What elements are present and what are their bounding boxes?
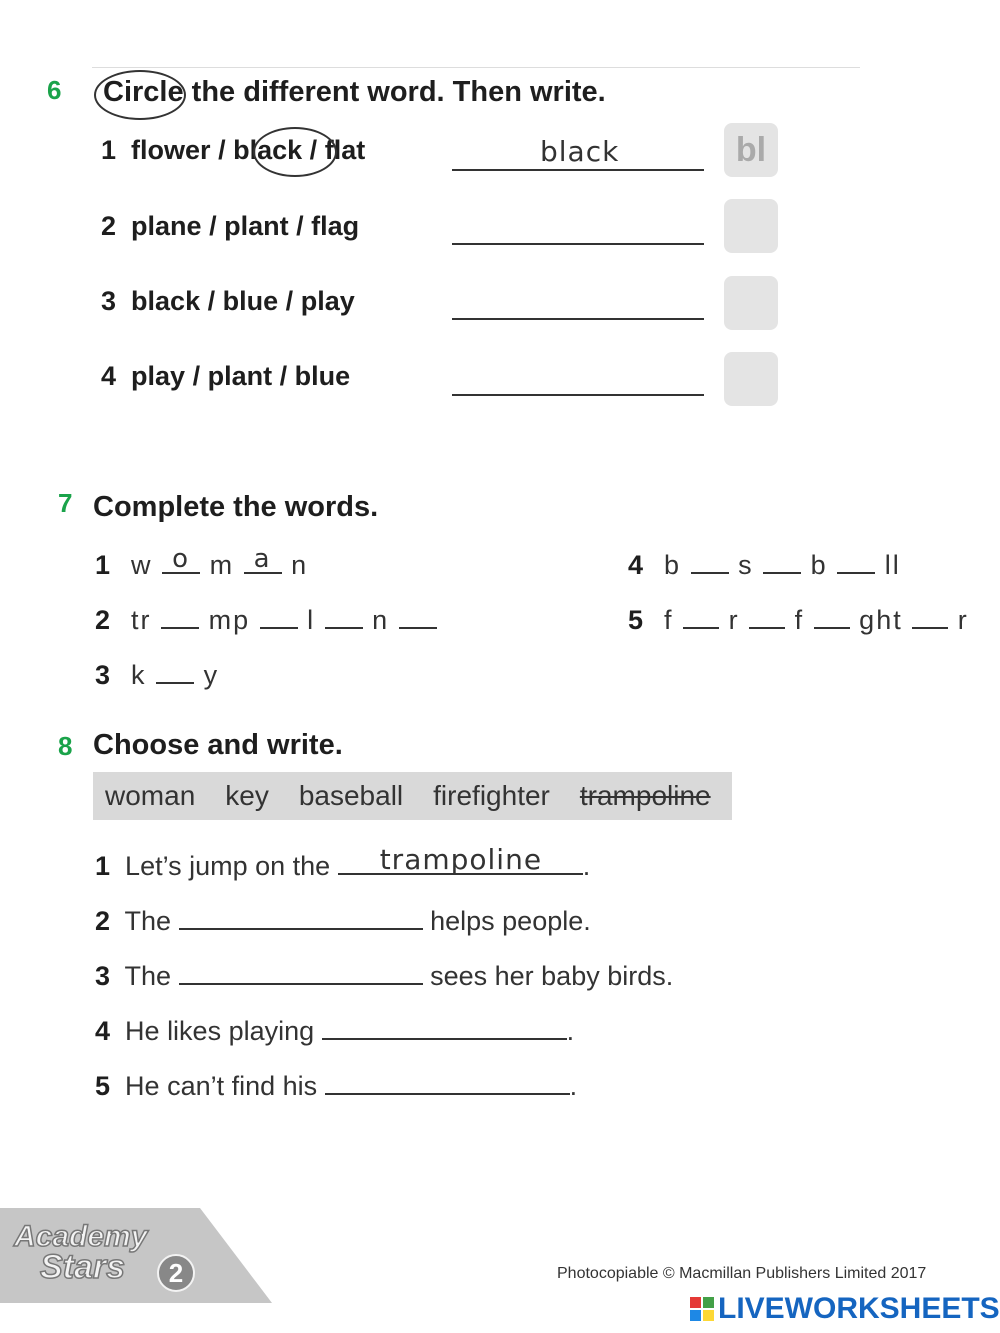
logo-level-badge: [157, 1254, 195, 1292]
word-option: flower: [131, 135, 211, 165]
sentence-start: He likes playing: [125, 1016, 315, 1046]
word-option: plant: [224, 211, 289, 241]
separator: /: [296, 211, 304, 241]
item-number: 4: [101, 361, 117, 391]
word-option: blue: [222, 286, 279, 316]
word-option: black: [233, 135, 303, 165]
answer-line-3[interactable]: [452, 318, 704, 320]
letter: f: [664, 605, 674, 635]
letter: m: [209, 550, 235, 580]
letter: f: [794, 605, 805, 635]
separator: /: [192, 361, 201, 391]
word-option: flat: [324, 135, 366, 165]
answer-blank[interactable]: [179, 904, 423, 930]
item-number: 2: [101, 211, 117, 241]
logo-line-2: Stars: [40, 1248, 126, 1286]
logo-line-1: Academy: [14, 1220, 148, 1253]
word-bank-item: woman: [105, 780, 196, 811]
sentence-end: .: [582, 851, 591, 881]
word-bank-item: firefighter: [433, 780, 550, 811]
word-bank: [93, 772, 732, 820]
sentence-end: .: [569, 1071, 578, 1101]
letter: k: [131, 660, 147, 690]
exercise-8-number: 8: [58, 731, 73, 761]
filled-letter: a: [253, 544, 271, 574]
liveworksheets-brand[interactable]: [690, 1292, 1000, 1326]
separator: /: [209, 211, 217, 241]
separator: /: [309, 135, 318, 165]
ex7-item-3: [95, 658, 219, 691]
blank[interactable]: [683, 603, 719, 629]
letter: b: [664, 550, 682, 580]
item-number: 1: [101, 135, 117, 165]
word-option: blue: [294, 361, 351, 391]
ex6-item-3: [101, 286, 355, 317]
item-number: 3: [101, 286, 117, 316]
sound-box-1-text: bl: [735, 131, 767, 169]
academy-stars-logo: [10, 1220, 210, 1300]
letter: n: [372, 605, 390, 635]
item-number: 4: [95, 1016, 111, 1046]
ex7-item-4: [628, 548, 901, 581]
answer-line-4[interactable]: [452, 394, 704, 396]
letter: r: [957, 605, 969, 635]
answer-blank[interactable]: [179, 959, 423, 985]
sound-box-1[interactable]: [724, 123, 778, 177]
sentence-end: sees her baby birds.: [430, 961, 674, 991]
blank[interactable]: [837, 548, 875, 574]
sound-box-4[interactable]: [724, 352, 778, 406]
letter: mp: [208, 605, 251, 635]
ex6-item-2: [101, 211, 359, 242]
ex8-sentence-5: [95, 1069, 577, 1102]
separator: /: [218, 135, 226, 165]
blank[interactable]: [399, 603, 437, 629]
blank[interactable]: [162, 544, 200, 574]
blank[interactable]: [244, 544, 282, 574]
liveworksheets-text: LIVEWORKSHEETS: [718, 1292, 1000, 1325]
ex8-sentence-1: [95, 843, 591, 882]
answer-blank[interactable]: [322, 1014, 567, 1040]
ex8-sentence-4: [95, 1014, 574, 1047]
blank[interactable]: [912, 603, 948, 629]
letter: r: [728, 605, 740, 635]
separator: /: [279, 361, 288, 391]
answer-line-1[interactable]: [452, 169, 704, 171]
ex8-sentence-2: [95, 904, 591, 937]
circle-mark-answer: [253, 127, 337, 177]
exercise-6-number: 6: [47, 75, 62, 105]
word-bank-item-used: trampoline: [579, 780, 711, 811]
exercise-8-title: Choose and write.: [93, 729, 343, 761]
letter: ght: [859, 605, 903, 635]
logo-level: 2: [168, 1258, 184, 1288]
filled-answer: trampoline: [379, 843, 543, 876]
copyright-notice: Photocopiable © Macmillan Publishers Limited 2017: [557, 1265, 927, 1282]
item-number: 5: [95, 1071, 111, 1101]
word-option: plant: [207, 361, 273, 391]
ex7-item-2: [95, 603, 437, 636]
item-number: 3: [95, 660, 113, 690]
word-option: plane: [131, 211, 202, 241]
word-option: flag: [311, 211, 360, 241]
sentence-end: helps people.: [430, 906, 591, 936]
word-bank-item: key: [225, 780, 269, 811]
ex8-sentence-3: [95, 959, 673, 992]
sentence-start: The: [124, 906, 172, 936]
word-option: play: [131, 361, 186, 391]
blank[interactable]: [260, 603, 298, 629]
word-option: black: [131, 286, 201, 316]
answer-text-1: black: [540, 135, 620, 168]
blank[interactable]: [161, 603, 199, 629]
letter: ll: [884, 550, 901, 580]
item-number: 5: [628, 605, 646, 635]
sentence-start: Let’s jump on the: [125, 851, 331, 881]
title-circle-word: Circle: [103, 76, 184, 108]
filled-letter: o: [172, 544, 189, 574]
blank[interactable]: [814, 603, 850, 629]
sound-box-3[interactable]: [724, 276, 778, 330]
blank[interactable]: [749, 603, 785, 629]
letter: y: [203, 660, 220, 690]
separator: /: [207, 286, 216, 316]
circle-mark-title: [94, 70, 186, 120]
answer-line-2[interactable]: [452, 243, 704, 245]
item-number: 4: [628, 550, 646, 580]
sentence-start: He can’t find his: [125, 1071, 318, 1101]
ex7-item-5: [628, 603, 969, 636]
separator: /: [285, 286, 294, 316]
ex7-item-1: [95, 544, 309, 581]
sentence-end: .: [566, 1016, 575, 1046]
letter: tr: [131, 605, 152, 635]
top-rule: [92, 67, 860, 68]
blank[interactable]: [156, 658, 194, 684]
item-number: 2: [95, 605, 113, 635]
sentence-start: The: [124, 961, 172, 991]
letter: s: [738, 550, 754, 580]
letter: l: [307, 605, 316, 635]
blank[interactable]: [325, 603, 363, 629]
blank[interactable]: [691, 548, 729, 574]
word-option: play: [300, 286, 355, 316]
answer-blank[interactable]: [338, 843, 583, 876]
item-number: 1: [95, 550, 113, 580]
item-number: 2: [95, 906, 111, 936]
item-number: 1: [95, 851, 111, 881]
answer-blank[interactable]: [325, 1069, 570, 1095]
letter: n: [291, 550, 309, 580]
exercise-7-number: 7: [58, 488, 73, 518]
word-bank-item: baseball: [298, 780, 404, 811]
sound-box-2[interactable]: [724, 199, 778, 253]
liveworksheets-icon: [690, 1297, 714, 1321]
exercise-7-title: Complete the words.: [93, 491, 379, 523]
ex6-item-4: [101, 361, 350, 392]
title-rest: the different word. Then write.: [191, 76, 606, 108]
blank[interactable]: [763, 548, 801, 574]
letter: b: [810, 550, 828, 580]
letter: w: [131, 550, 153, 580]
item-number: 3: [95, 961, 111, 991]
